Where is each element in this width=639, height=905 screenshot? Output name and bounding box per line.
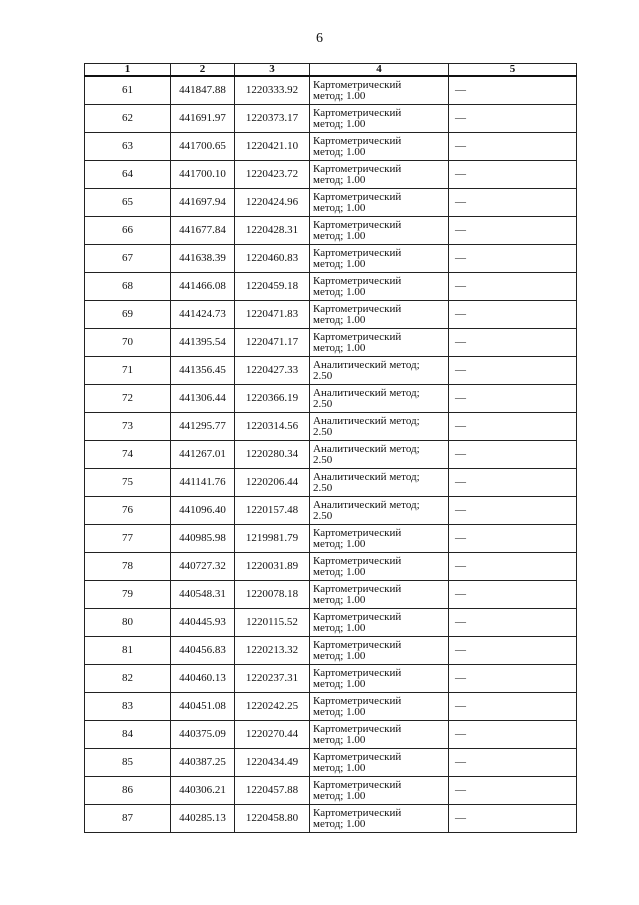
method-cell bbox=[310, 76, 449, 105]
method-line-2: метод; 1.00 bbox=[313, 145, 366, 158]
x-coordinate: 440456.83 bbox=[171, 637, 235, 665]
column-5-value: — bbox=[449, 413, 577, 441]
table-row bbox=[85, 693, 577, 721]
method-line-1: Аналитический метод; bbox=[313, 470, 420, 483]
method-line-2: метод; 1.00 bbox=[313, 621, 366, 634]
y-coordinate: 1220157.48 bbox=[235, 497, 310, 525]
method-line-1: Картометрический bbox=[313, 554, 402, 567]
method-line-2: метод; 1.00 bbox=[313, 789, 366, 802]
column-5-value: — bbox=[449, 357, 577, 385]
method-cell bbox=[310, 245, 449, 273]
method-cell bbox=[310, 217, 449, 245]
column-5-value: — bbox=[449, 105, 577, 133]
y-coordinate: 1220459.18 bbox=[235, 273, 310, 301]
x-coordinate: 440985.98 bbox=[171, 525, 235, 553]
x-coordinate: 440306.21 bbox=[171, 777, 235, 805]
table-header bbox=[85, 64, 577, 77]
point-number: 87 bbox=[85, 805, 171, 833]
column-5-value: — bbox=[449, 76, 577, 105]
header-col-2: 2 bbox=[171, 64, 235, 77]
column-5-value: — bbox=[449, 217, 577, 245]
y-coordinate: 1220373.17 bbox=[235, 105, 310, 133]
method-line-1: Картометрический bbox=[313, 526, 402, 539]
point-number: 67 bbox=[85, 245, 171, 273]
method-line-1: Картометрический bbox=[313, 582, 402, 595]
column-5-value: — bbox=[449, 525, 577, 553]
point-number: 68 bbox=[85, 273, 171, 301]
column-5-value: — bbox=[449, 665, 577, 693]
x-coordinate: 441356.45 bbox=[171, 357, 235, 385]
column-5-value: — bbox=[449, 637, 577, 665]
x-coordinate: 441424.73 bbox=[171, 301, 235, 329]
method-line-1: Картометрический bbox=[313, 134, 402, 147]
method-line-1: Аналитический метод; bbox=[313, 414, 420, 427]
method-line-2: 2.50 bbox=[313, 369, 333, 382]
y-coordinate: 1220428.31 bbox=[235, 217, 310, 245]
x-coordinate: 440451.08 bbox=[171, 693, 235, 721]
point-number: 71 bbox=[85, 357, 171, 385]
point-number: 84 bbox=[85, 721, 171, 749]
column-5-value: — bbox=[449, 469, 577, 497]
point-number: 82 bbox=[85, 665, 171, 693]
method-cell bbox=[310, 721, 449, 749]
table-row bbox=[85, 357, 577, 385]
point-number: 69 bbox=[85, 301, 171, 329]
y-coordinate: 1220471.83 bbox=[235, 301, 310, 329]
point-number: 65 bbox=[85, 189, 171, 217]
point-number: 61 bbox=[85, 76, 171, 105]
table-row bbox=[85, 105, 577, 133]
point-number: 72 bbox=[85, 385, 171, 413]
header-col-1: 1 bbox=[85, 64, 171, 77]
y-coordinate: 1220457.88 bbox=[235, 777, 310, 805]
method-cell bbox=[310, 189, 449, 217]
table-row bbox=[85, 413, 577, 441]
method-line-2: метод; 1.00 bbox=[313, 341, 366, 354]
y-coordinate: 1220280.34 bbox=[235, 441, 310, 469]
method-cell bbox=[310, 385, 449, 413]
method-line-1: Картометрический bbox=[313, 218, 402, 231]
y-coordinate: 1220115.52 bbox=[235, 609, 310, 637]
point-number: 85 bbox=[85, 749, 171, 777]
y-coordinate: 1220458.80 bbox=[235, 805, 310, 833]
column-5-value: — bbox=[449, 749, 577, 777]
y-coordinate: 1220237.31 bbox=[235, 665, 310, 693]
y-coordinate: 1220424.96 bbox=[235, 189, 310, 217]
method-line-2: метод; 1.00 bbox=[313, 761, 366, 774]
method-cell bbox=[310, 105, 449, 133]
y-coordinate: 1220242.25 bbox=[235, 693, 310, 721]
table-row bbox=[85, 497, 577, 525]
header-col-3: 3 bbox=[235, 64, 310, 77]
point-number: 79 bbox=[85, 581, 171, 609]
column-5-value: — bbox=[449, 273, 577, 301]
point-number: 73 bbox=[85, 413, 171, 441]
column-5-value: — bbox=[449, 133, 577, 161]
method-cell bbox=[310, 469, 449, 497]
method-line-1: Картометрический bbox=[313, 610, 402, 623]
column-5-value: — bbox=[449, 777, 577, 805]
method-line-1: Картометрический bbox=[313, 106, 402, 119]
point-number: 77 bbox=[85, 525, 171, 553]
x-coordinate: 441295.77 bbox=[171, 413, 235, 441]
method-line-2: 2.50 bbox=[313, 509, 333, 522]
method-cell bbox=[310, 525, 449, 553]
y-coordinate: 1220434.49 bbox=[235, 749, 310, 777]
column-5-value: — bbox=[449, 385, 577, 413]
method-line-2: метод; 1.00 bbox=[313, 705, 366, 718]
x-coordinate: 440285.13 bbox=[171, 805, 235, 833]
method-line-1: Аналитический метод; bbox=[313, 498, 420, 511]
table-row bbox=[85, 385, 577, 413]
method-line-2: 2.50 bbox=[313, 397, 333, 410]
point-number: 66 bbox=[85, 217, 171, 245]
x-coordinate: 441677.84 bbox=[171, 217, 235, 245]
method-line-1: Картометрический bbox=[313, 666, 402, 679]
table-row bbox=[85, 609, 577, 637]
table-row bbox=[85, 777, 577, 805]
x-coordinate: 440375.09 bbox=[171, 721, 235, 749]
point-number: 63 bbox=[85, 133, 171, 161]
table-body bbox=[85, 76, 577, 833]
method-cell bbox=[310, 581, 449, 609]
x-coordinate: 441306.44 bbox=[171, 385, 235, 413]
method-line-1: Аналитический метод; bbox=[313, 358, 420, 371]
y-coordinate: 1220270.44 bbox=[235, 721, 310, 749]
method-cell bbox=[310, 329, 449, 357]
method-line-1: Картометрический bbox=[313, 778, 402, 791]
x-coordinate: 441700.10 bbox=[171, 161, 235, 189]
x-coordinate: 441638.39 bbox=[171, 245, 235, 273]
method-line-2: метод; 1.00 bbox=[313, 677, 366, 690]
coordinates-table bbox=[84, 63, 577, 833]
method-cell bbox=[310, 161, 449, 189]
column-5-value: — bbox=[449, 581, 577, 609]
table-row bbox=[85, 245, 577, 273]
x-coordinate: 441267.01 bbox=[171, 441, 235, 469]
method-cell bbox=[310, 777, 449, 805]
y-coordinate: 1220366.19 bbox=[235, 385, 310, 413]
method-line-2: метод; 1.00 bbox=[313, 537, 366, 550]
method-line-2: метод; 1.00 bbox=[313, 565, 366, 578]
method-line-2: метод; 1.00 bbox=[313, 229, 366, 242]
x-coordinate: 441691.97 bbox=[171, 105, 235, 133]
header-col-5: 5 bbox=[449, 64, 577, 77]
method-cell bbox=[310, 609, 449, 637]
table-row bbox=[85, 749, 577, 777]
point-number: 75 bbox=[85, 469, 171, 497]
table-row bbox=[85, 301, 577, 329]
method-cell bbox=[310, 133, 449, 161]
table-row bbox=[85, 553, 577, 581]
column-5-value: — bbox=[449, 441, 577, 469]
table-row bbox=[85, 329, 577, 357]
y-coordinate: 1220333.92 bbox=[235, 76, 310, 105]
method-line-1: Картометрический bbox=[313, 190, 402, 203]
method-line-1: Картометрический bbox=[313, 302, 402, 315]
method-line-2: метод; 1.00 bbox=[313, 117, 366, 130]
header-col-4: 4 bbox=[310, 64, 449, 77]
x-coordinate: 440548.31 bbox=[171, 581, 235, 609]
method-line-2: 2.50 bbox=[313, 481, 333, 494]
y-coordinate: 1220314.56 bbox=[235, 413, 310, 441]
page-number: 6 bbox=[316, 31, 323, 46]
y-coordinate: 1220206.44 bbox=[235, 469, 310, 497]
x-coordinate: 441700.65 bbox=[171, 133, 235, 161]
method-cell bbox=[310, 637, 449, 665]
point-number: 83 bbox=[85, 693, 171, 721]
method-line-2: метод; 1.00 bbox=[313, 285, 366, 298]
x-coordinate: 440727.32 bbox=[171, 553, 235, 581]
method-line-1: Картометрический bbox=[313, 694, 402, 707]
method-line-2: метод; 1.00 bbox=[313, 593, 366, 606]
method-cell bbox=[310, 497, 449, 525]
method-cell bbox=[310, 553, 449, 581]
table-row bbox=[85, 441, 577, 469]
table-row bbox=[85, 525, 577, 553]
y-coordinate: 1220471.17 bbox=[235, 329, 310, 357]
method-line-2: метод; 1.00 bbox=[313, 173, 366, 186]
x-coordinate: 441395.54 bbox=[171, 329, 235, 357]
column-5-value: — bbox=[449, 553, 577, 581]
method-cell bbox=[310, 273, 449, 301]
column-5-value: — bbox=[449, 301, 577, 329]
method-line-1: Картометрический bbox=[313, 638, 402, 651]
method-line-1: Картометрический bbox=[313, 78, 402, 91]
method-line-2: 2.50 bbox=[313, 453, 333, 466]
column-5-value: — bbox=[449, 497, 577, 525]
y-coordinate: 1220421.10 bbox=[235, 133, 310, 161]
table-row bbox=[85, 469, 577, 497]
column-5-value: — bbox=[449, 805, 577, 833]
method-cell bbox=[310, 301, 449, 329]
column-5-value: — bbox=[449, 161, 577, 189]
point-number: 76 bbox=[85, 497, 171, 525]
column-5-value: — bbox=[449, 609, 577, 637]
point-number: 74 bbox=[85, 441, 171, 469]
method-line-1: Аналитический метод; bbox=[313, 442, 420, 455]
point-number: 64 bbox=[85, 161, 171, 189]
y-coordinate: 1220031.89 bbox=[235, 553, 310, 581]
column-5-value: — bbox=[449, 245, 577, 273]
column-5-value: — bbox=[449, 329, 577, 357]
y-coordinate: 1220427.33 bbox=[235, 357, 310, 385]
column-5-value: — bbox=[449, 693, 577, 721]
x-coordinate: 441466.08 bbox=[171, 273, 235, 301]
method-cell bbox=[310, 693, 449, 721]
method-line-2: метод; 1.00 bbox=[313, 649, 366, 662]
table-row bbox=[85, 581, 577, 609]
method-line-2: метод; 1.00 bbox=[313, 257, 366, 270]
table-row bbox=[85, 721, 577, 749]
method-cell bbox=[310, 441, 449, 469]
table-row bbox=[85, 189, 577, 217]
method-line-2: метод; 1.00 bbox=[313, 89, 366, 102]
method-line-2: 2.50 bbox=[313, 425, 333, 438]
table-row bbox=[85, 805, 577, 833]
x-coordinate: 440460.13 bbox=[171, 665, 235, 693]
table-row bbox=[85, 217, 577, 245]
x-coordinate: 440387.25 bbox=[171, 749, 235, 777]
x-coordinate: 441141.76 bbox=[171, 469, 235, 497]
method-line-2: метод; 1.00 bbox=[313, 201, 366, 214]
method-line-1: Картометрический bbox=[313, 806, 402, 819]
y-coordinate: 1219981.79 bbox=[235, 525, 310, 553]
point-number: 80 bbox=[85, 609, 171, 637]
method-line-1: Картометрический bbox=[313, 330, 402, 343]
table-row bbox=[85, 665, 577, 693]
x-coordinate: 441847.88 bbox=[171, 76, 235, 105]
table-row bbox=[85, 133, 577, 161]
table-row bbox=[85, 76, 577, 105]
method-cell bbox=[310, 665, 449, 693]
point-number: 81 bbox=[85, 637, 171, 665]
column-5-value: — bbox=[449, 189, 577, 217]
header-row bbox=[85, 64, 577, 77]
method-line-1: Картометрический bbox=[313, 274, 402, 287]
method-cell bbox=[310, 805, 449, 833]
method-line-1: Картометрический bbox=[313, 246, 402, 259]
x-coordinate: 441697.94 bbox=[171, 189, 235, 217]
method-cell bbox=[310, 749, 449, 777]
y-coordinate: 1220213.32 bbox=[235, 637, 310, 665]
y-coordinate: 1220423.72 bbox=[235, 161, 310, 189]
table-row bbox=[85, 161, 577, 189]
point-number: 62 bbox=[85, 105, 171, 133]
x-coordinate: 440445.93 bbox=[171, 609, 235, 637]
method-line-1: Аналитический метод; bbox=[313, 386, 420, 399]
column-5-value: — bbox=[449, 721, 577, 749]
method-line-1: Картометрический bbox=[313, 162, 402, 175]
table-row bbox=[85, 637, 577, 665]
method-line-1: Картометрический bbox=[313, 722, 402, 735]
point-number: 86 bbox=[85, 777, 171, 805]
method-line-2: метод; 1.00 bbox=[313, 733, 366, 746]
point-number: 78 bbox=[85, 553, 171, 581]
method-cell bbox=[310, 357, 449, 385]
x-coordinate: 441096.40 bbox=[171, 497, 235, 525]
y-coordinate: 1220078.18 bbox=[235, 581, 310, 609]
method-line-2: метод; 1.00 bbox=[313, 817, 366, 830]
method-cell bbox=[310, 413, 449, 441]
method-line-1: Картометрический bbox=[313, 750, 402, 763]
y-coordinate: 1220460.83 bbox=[235, 245, 310, 273]
method-line-2: метод; 1.00 bbox=[313, 313, 366, 326]
point-number: 70 bbox=[85, 329, 171, 357]
table-row bbox=[85, 273, 577, 301]
